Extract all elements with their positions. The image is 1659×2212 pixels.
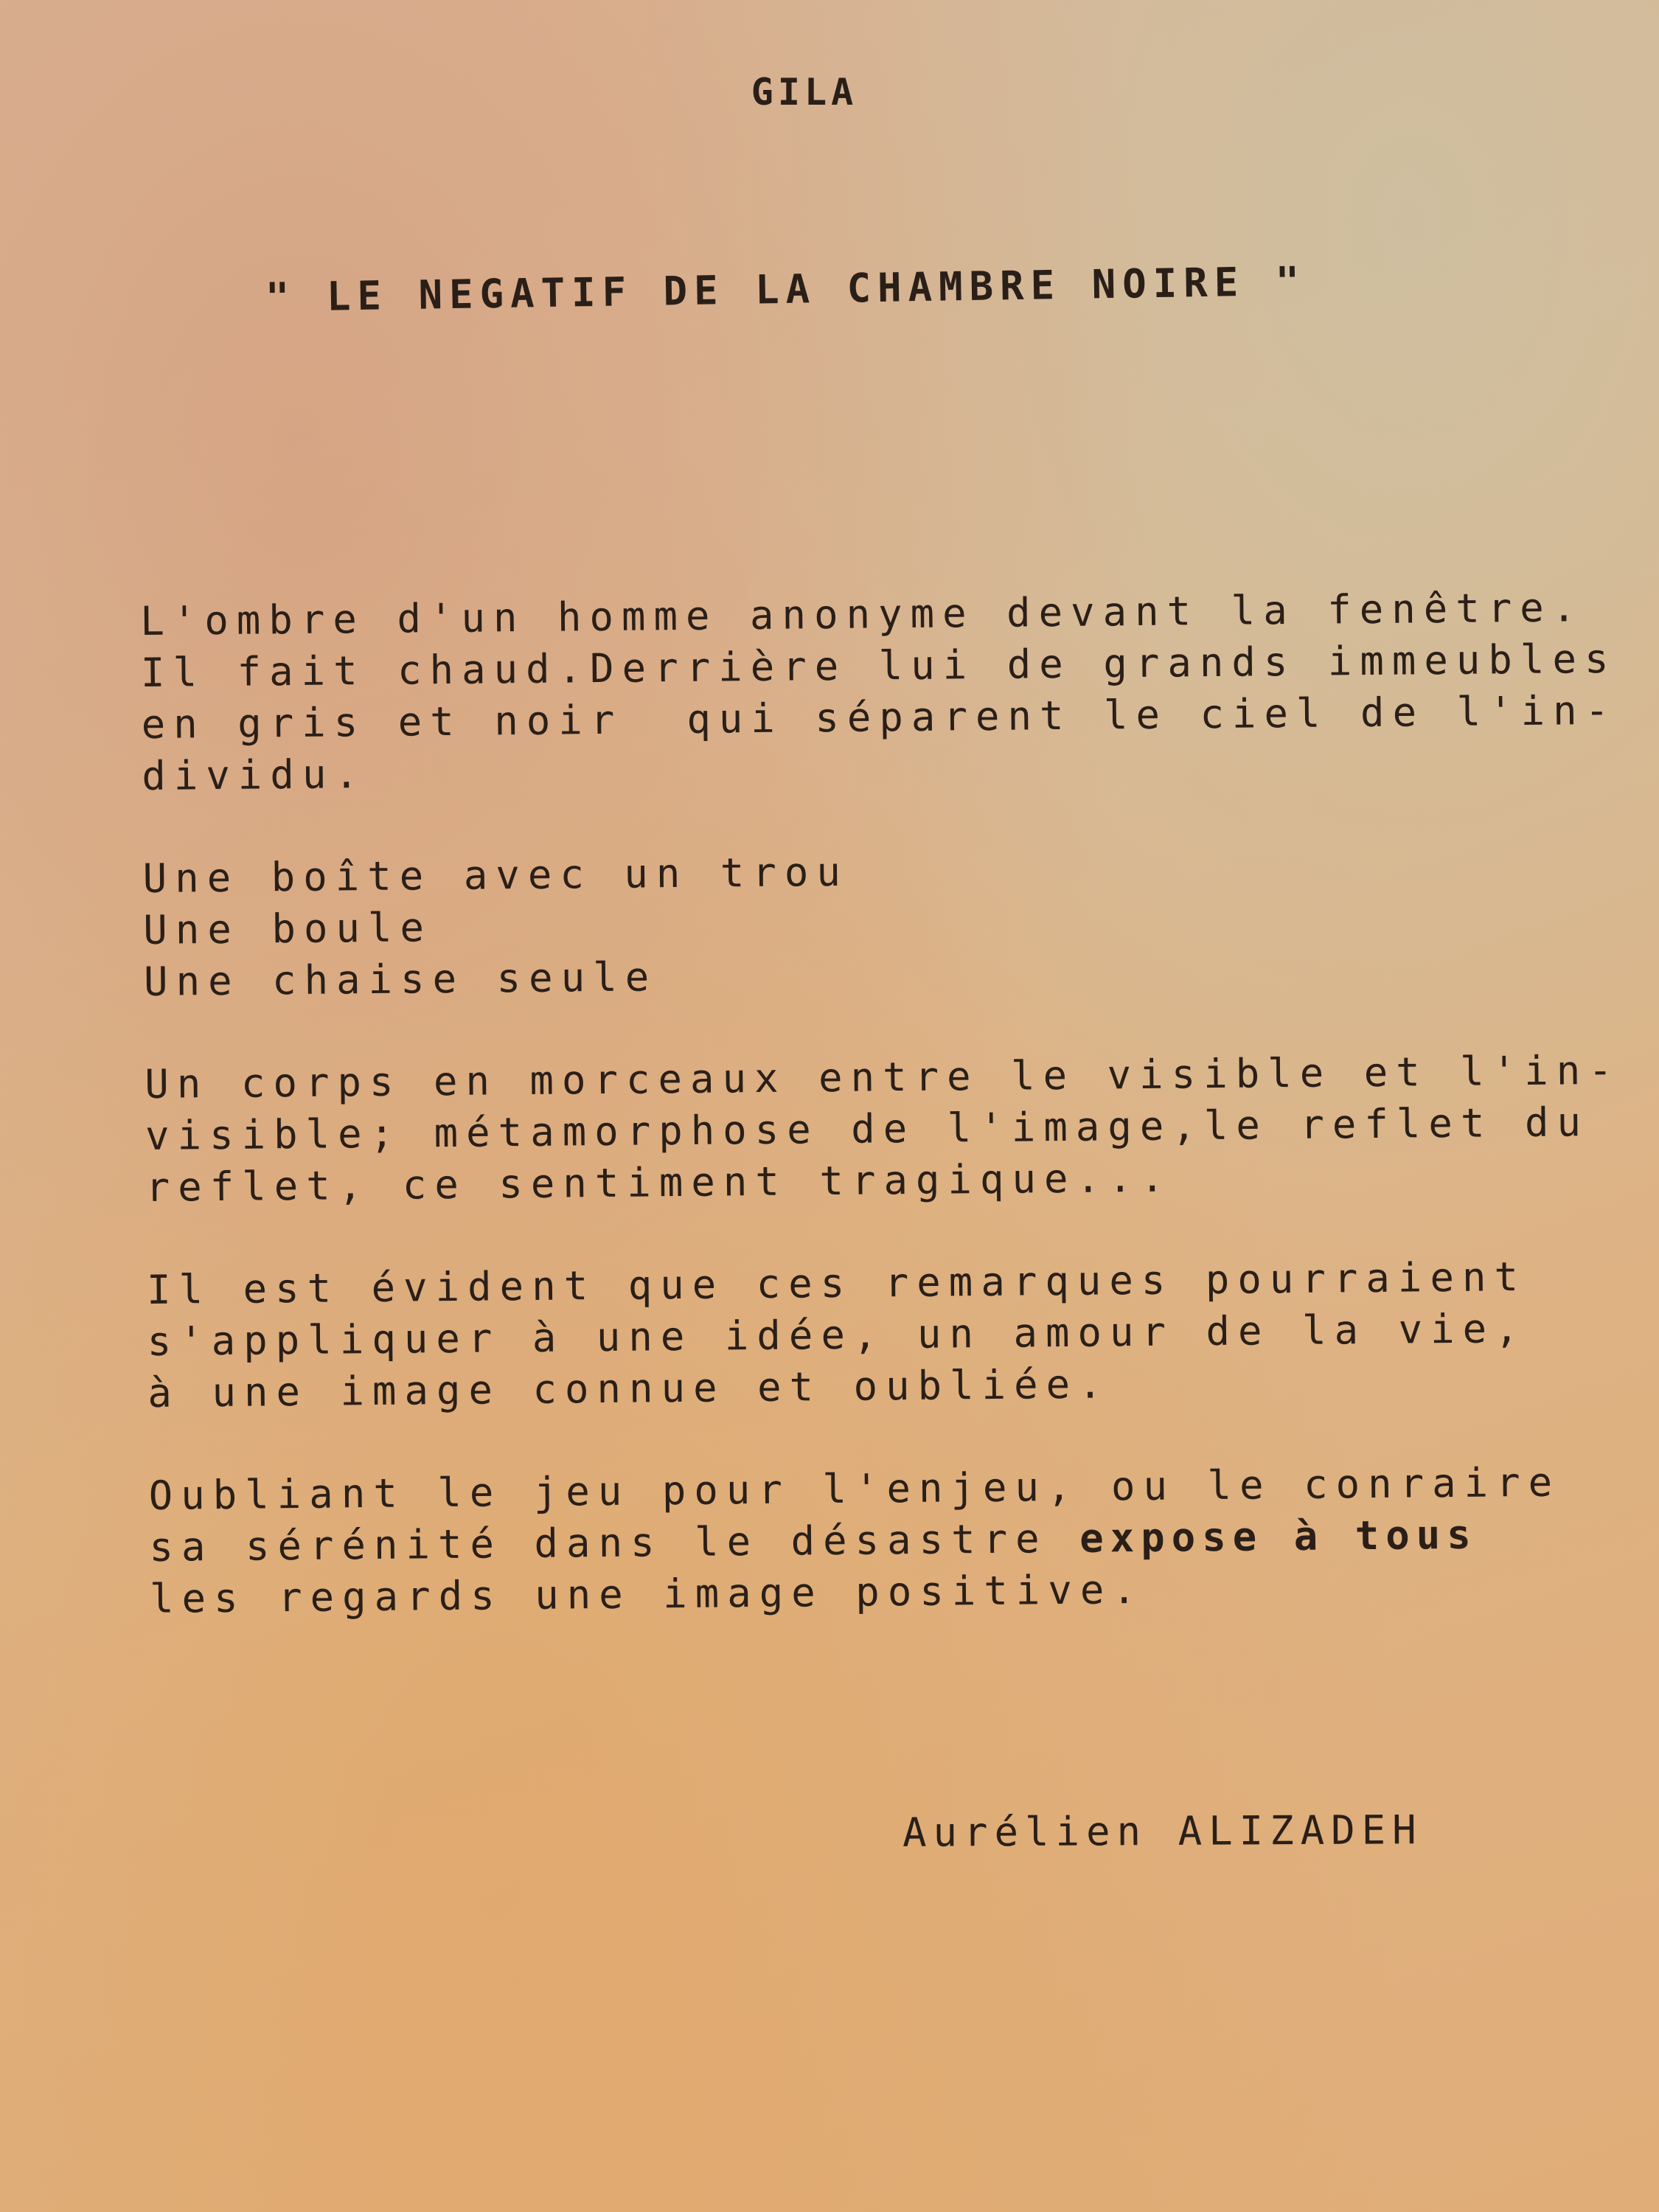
text-line: Une boîte avec un trou	[142, 848, 849, 902]
text-line: Oubliant le jeu pour l'enjeu, ou le conraire	[148, 1458, 1561, 1519]
text-line: Un corps en morceaux entre le visible et l'in-	[145, 1046, 1621, 1107]
paragraph-5	[148, 1456, 1639, 1625]
text-line: les regards une image positive.	[149, 1565, 1145, 1622]
text-line: L'ombre d'un homme anonyme devant la fenêtre.	[140, 584, 1585, 644]
text-line: Une boule	[143, 904, 433, 953]
paragraph-4	[147, 1251, 1638, 1419]
text-line: Il fait chaud.Derrière lui de grands immeubles	[140, 635, 1617, 696]
text-line: visible; métamorphose de l'image,le reflet du	[145, 1099, 1590, 1159]
signature: Aurélien ALIZADEH	[902, 1806, 1423, 1856]
author-heading: GILA	[751, 71, 858, 114]
text-line: s'appliquer à une idée, un amour de la vie,	[147, 1304, 1527, 1365]
bold-phrase: expose à tous	[1079, 1511, 1478, 1562]
body-text	[140, 582, 1640, 1676]
document-title: " LE NEGATIF DE LA CHAMBRE NOIRE "	[265, 257, 1307, 321]
text-line: Une chaise seule	[143, 953, 658, 1005]
text-line: à une image connue et oubliée.	[147, 1360, 1110, 1416]
text-line: reflet, ce sentiment tragique...	[145, 1154, 1173, 1211]
text-line: dividu.	[142, 751, 367, 799]
text-line-start: sa sérénité dans le désastre	[149, 1514, 1080, 1571]
text-line: Il est évident que ces remarques pourraient	[146, 1253, 1527, 1313]
text-line: en gris et noir qui séparent le ciel de l'in-	[141, 686, 1618, 748]
paragraph-3	[145, 1045, 1635, 1214]
paragraph-1	[140, 582, 1632, 802]
paragraph-2	[142, 839, 1633, 1008]
